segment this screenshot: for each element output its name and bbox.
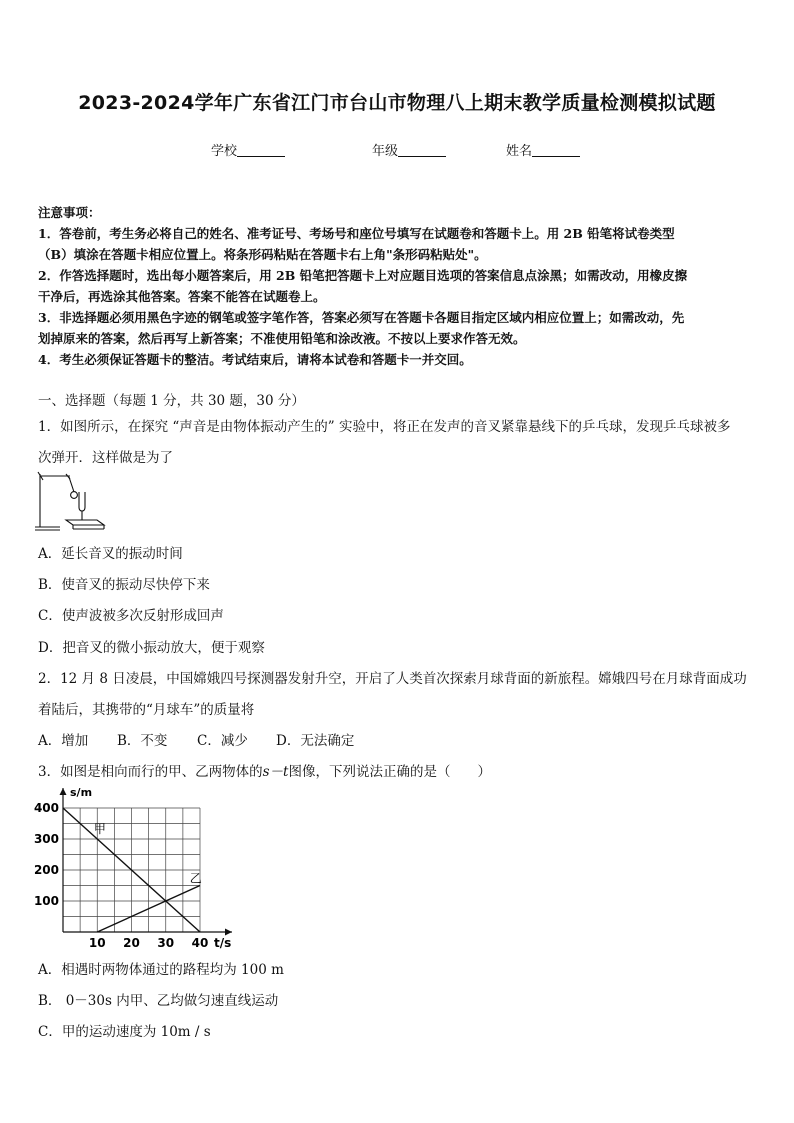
q3-st-symbol: s－t: [262, 764, 289, 780]
y-tick-label: 400: [33, 801, 59, 815]
school-field: [211, 140, 285, 159]
notice-line: 1．答卷前，考生务必将自己的姓名、准考证号、考场号和座位号填写在试题卷和答题卡上。用 2B 铅笔将试卷类型: [38, 226, 675, 241]
q3-stem-part2: 图像，下列说法正确的是（ ）: [288, 764, 491, 780]
q3-stem: [38, 760, 491, 780]
notice-heading: 注意事项：: [38, 205, 101, 220]
q1-option-b[interactable]: B．使音叉的振动尽快停下来: [38, 577, 210, 593]
series-label-1: 甲: [93, 821, 106, 836]
grade-blank[interactable]: [398, 143, 446, 157]
q2-option-b[interactable]: B．不变: [117, 733, 168, 749]
q1-option-c[interactable]: C．使声波被多次反射形成回声: [38, 608, 224, 624]
series-label-2: 乙: [189, 871, 202, 886]
name-label: 姓名: [506, 144, 533, 159]
notice-line: 2．作答选择题时，选出每小题答案后，用 2B 铅笔把答题卡上对应题目选项的答案信息点涂黑；如需改动，用橡皮擦: [38, 268, 688, 283]
q3-option-c[interactable]: C．甲的运动速度为 10m / s: [38, 1024, 211, 1040]
q2-option-a[interactable]: A．增加: [38, 733, 89, 749]
y-tick-label: 300: [33, 832, 59, 846]
x-axis-label: t/s: [214, 936, 232, 950]
notice-line: 划掉原来的答案，然后再写上新答案；不准使用铅笔和涂改液。不按以上要求作答无效。: [38, 331, 526, 346]
x-tick-label: 20: [123, 936, 140, 950]
q3-option-b[interactable]: B． 0－30s 内甲、乙均做匀速直线运动: [38, 993, 279, 1009]
grade-field: [372, 140, 446, 159]
notice-line: （B）填涂在答题卡相应位置上。将条形码粘贴在答题卡右上角"条形码粘贴处"。: [38, 247, 487, 262]
grade-label: 年级: [372, 144, 399, 159]
notice-line: 4．考生必须保证答题卡的整洁。考试结束后，请将本试卷和答题卡一并交回。: [38, 352, 472, 367]
q2-option-d[interactable]: D．无法确定: [276, 733, 355, 749]
x-tick-label: 40: [191, 936, 209, 950]
q1-stem-line2: 次弹开．这样做是为了: [38, 450, 173, 466]
q1-stem-line1: 1．如图所示，在探究 “声音是由物体振动产生的” 实验中，将正在发声的音叉紧靠悬线下的乒乓球，发现乒乓球被多: [38, 419, 731, 435]
school-blank[interactable]: [237, 143, 285, 157]
q1-option-d[interactable]: D．把音叉的微小振动放大，便于观察: [38, 640, 265, 656]
y-tick-label: 200: [33, 863, 59, 877]
s-t-chart: [30, 780, 240, 952]
name-field: [506, 140, 580, 159]
x-tick-label: 30: [157, 936, 175, 950]
x-tick-label: 10: [88, 936, 106, 950]
q2-option-c[interactable]: C．减少: [197, 733, 248, 749]
y-tick-label: 100: [33, 894, 59, 908]
q3-stem-part1: 3．如图是相向而行的甲、乙两物体的: [38, 764, 263, 780]
q2-stem-line1: 2．12 月 8 日凌晨，中国嫦娥四号探测器发射升空，开启了人类首次探索月球背面的新旅程。嫦娥四号在月球背面成功: [38, 671, 747, 687]
name-blank[interactable]: [532, 143, 580, 157]
tuning-fork-figure: [34, 470, 108, 532]
y-axis-label: s/m: [70, 786, 93, 799]
q3-option-a[interactable]: A．相遇时两物体通过的路程均为 100 m: [38, 962, 284, 978]
q1-option-a[interactable]: A．延长音叉的振动时间: [38, 546, 183, 562]
notice-line: 3．非选择题必须用黑色字迹的钢笔或签字笔作答，答案必须写在答题卡各题目指定区域内相应位置上；如需改动，先: [38, 310, 685, 325]
section-heading: 一、选择题（每题 1 分，共 30 题，30 分）: [38, 393, 305, 409]
school-label: 学校: [211, 144, 238, 159]
notice-line: 干净后，再选涂其他答案。答案不能答在试题卷上。: [38, 289, 326, 304]
page-title: 2023-2024学年广东省江门市台山市物理八上期末教学质量检测模拟试题: [78, 92, 716, 114]
q2-stem-line2: 着陆后，其携带的“月球车”的质量将: [38, 702, 255, 718]
